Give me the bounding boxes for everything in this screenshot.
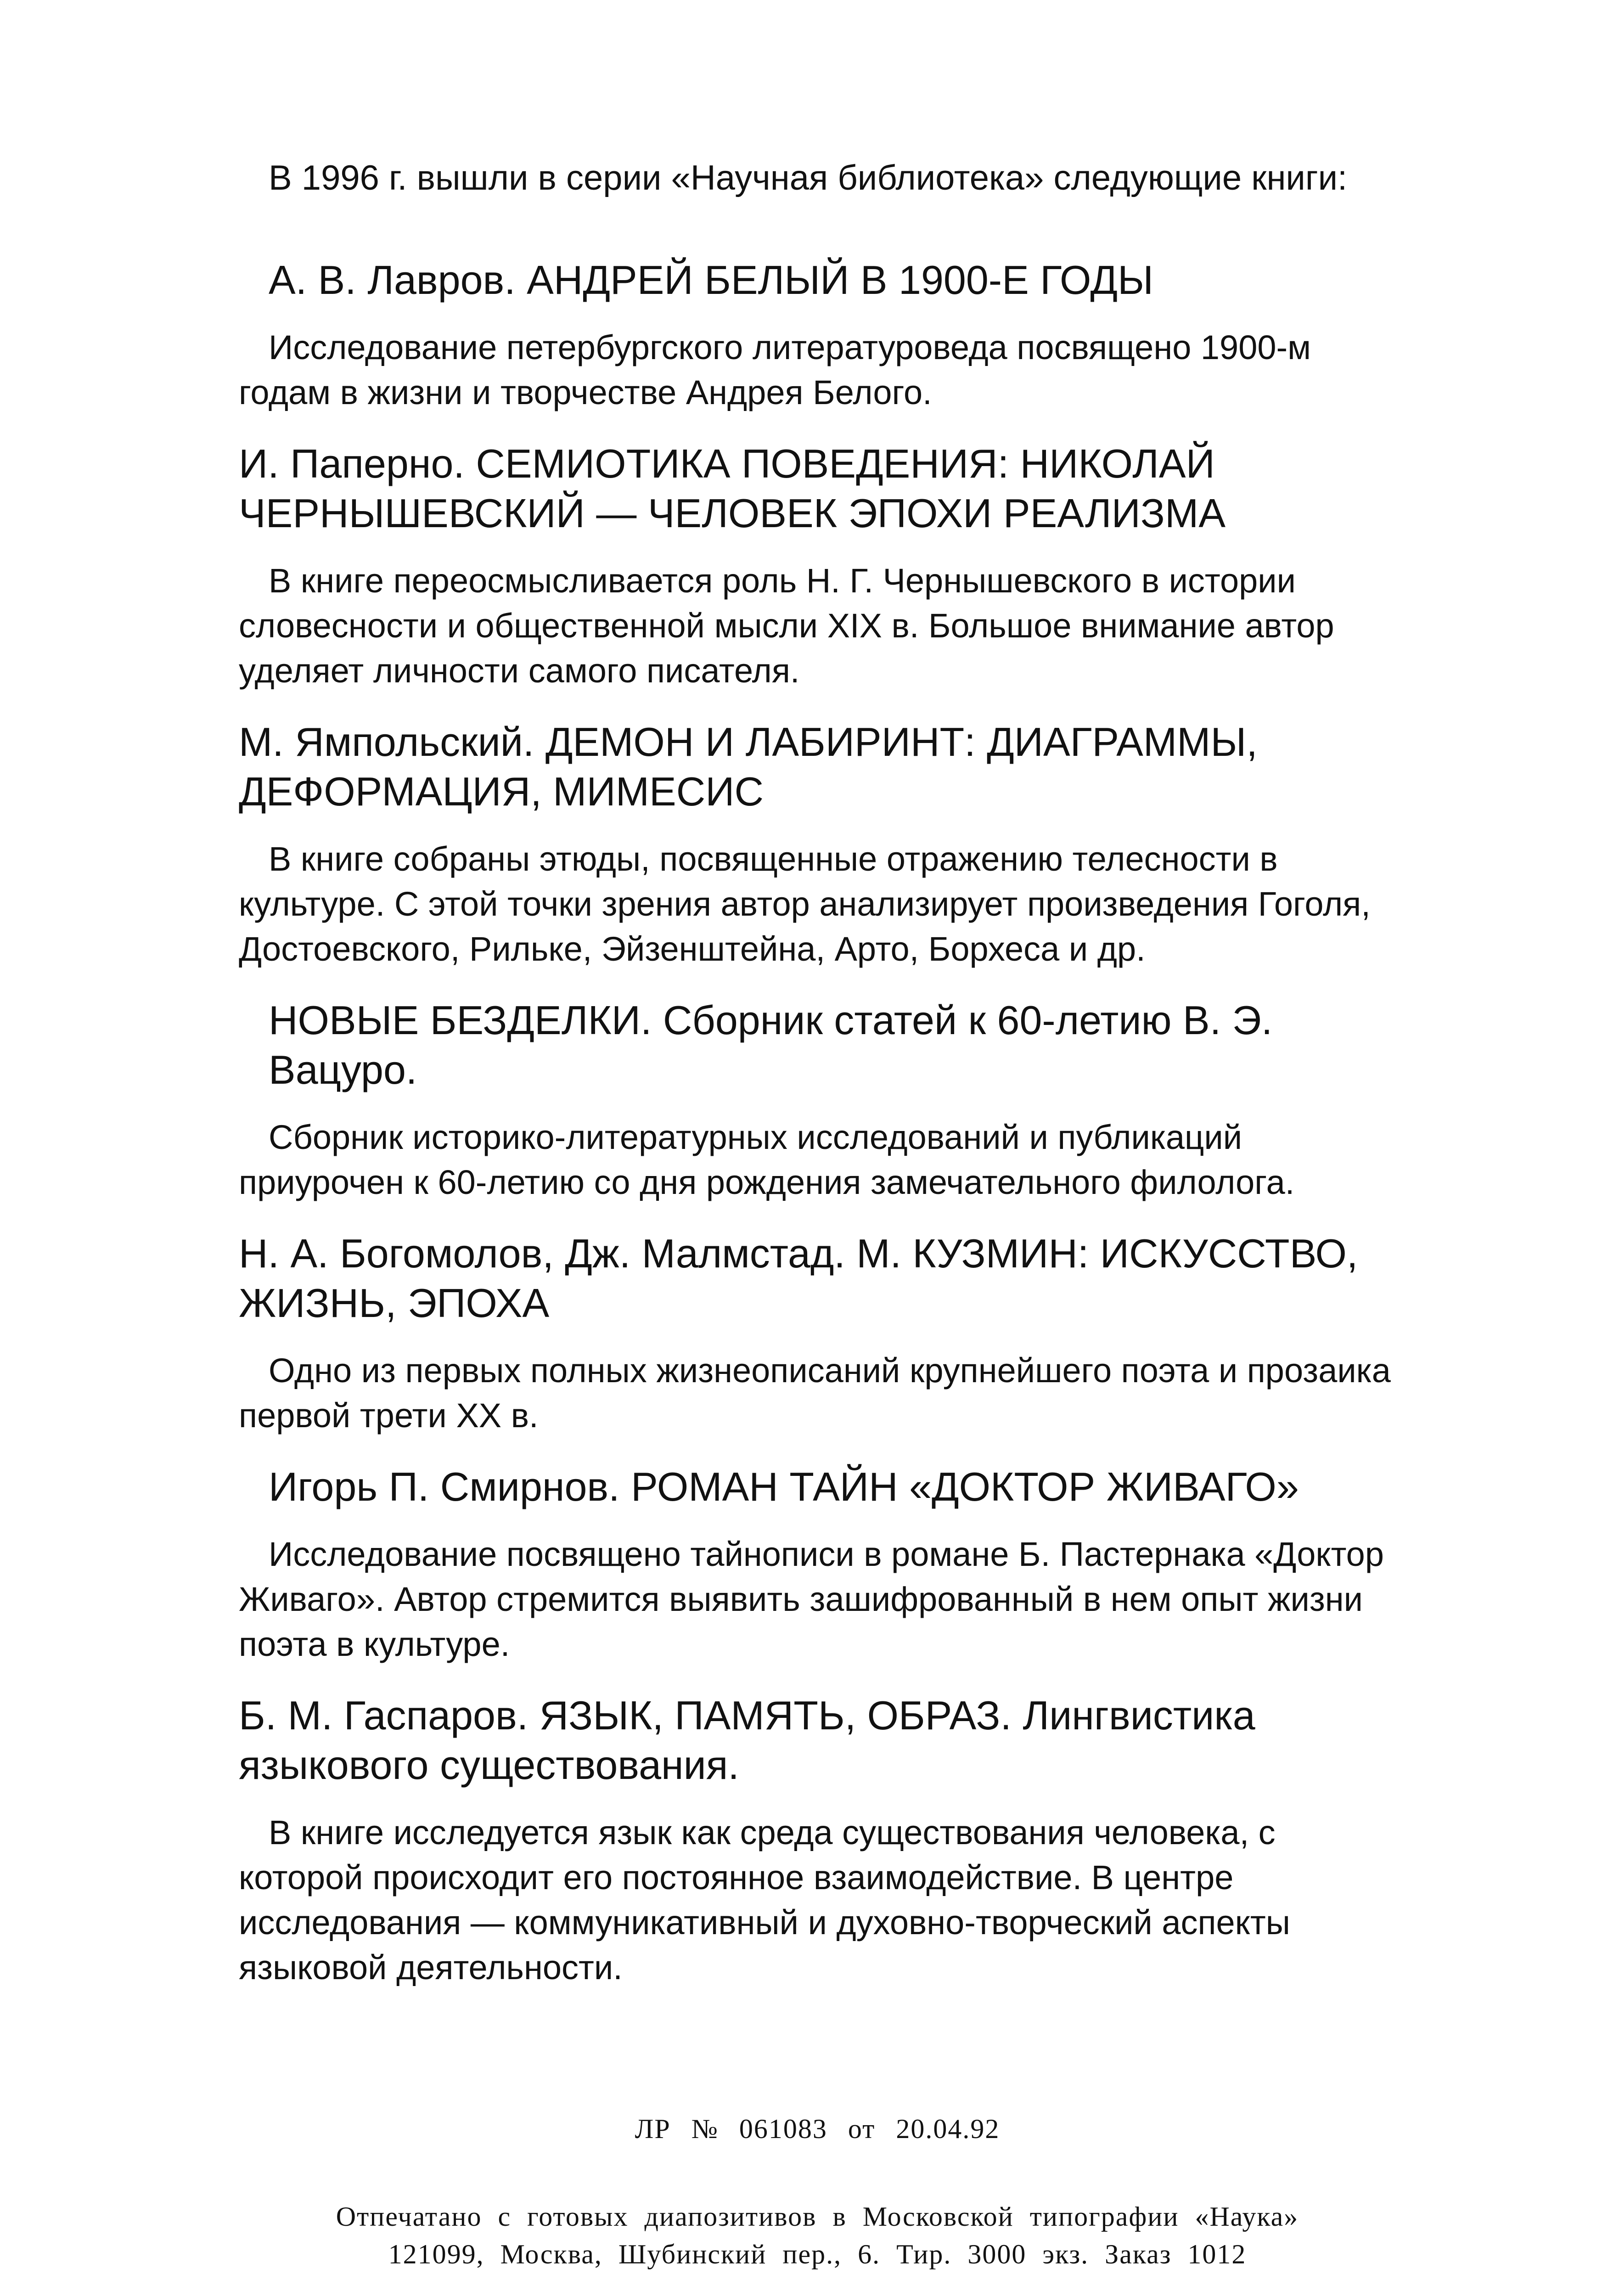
book-entry <box>239 1229 1396 1438</box>
book-entry <box>239 1462 1396 1667</box>
book-description: В книге собраны этюды, посвященные отражению телесности в культуре. С этой точки зрения автор анализирует произведения Гоголя, Достоевского, Рильке, Эйзенштейна, Арто, Борхеса и др. <box>239 840 1371 968</box>
book-title: И. Паперно. СЕМИОТИКА ПОВЕДЕНИЯ: НИКОЛАЙ ЧЕРНЫШЕВСКИЙ — ЧЕЛОВЕК ЭПОХИ РЕАЛИЗМА <box>239 441 1226 536</box>
book-title: Н. А. Богомолов, Дж. Малмстад. М. КУЗМИН: ИСКУССТВО, ЖИЗНЬ, ЭПОХА <box>239 1231 1358 1326</box>
imprint-line: Отпечатано с готовых диапозитивов в Московской типографии «Наука» <box>336 2201 1299 2232</box>
book-entry <box>239 1691 1396 1990</box>
book-title: Б. М. Гаспаров. ЯЗЫК, ПАМЯТЬ, ОБРАЗ. Лингвистика языкового существования. <box>239 1693 1255 1788</box>
book-description: Одно из первых полных жизнеописаний крупнейшего поэта и прозаика первой трети XX в. <box>239 1351 1391 1435</box>
imprint-line: 121099, Москва, Шубинский пер., 6. Тир. 3000 экз. Заказ 1012 <box>388 2239 1247 2269</box>
book-title: М. Ямпольский. ДЕМОН И ЛАБИРИНТ: ДИАГРАММЫ, ДЕФОРМАЦИЯ, МИМЕСИС <box>239 719 1258 814</box>
book-entry <box>239 717 1396 972</box>
book-entry <box>239 439 1396 693</box>
section-gap <box>239 2014 1396 2110</box>
page <box>239 156 1396 2273</box>
book-description: Исследование посвящено тайнописи в романе Б. Пастернака «Доктор Живаго». Автор стремится выявить зашифрованный в нем опыт жизни поэта в культуре. <box>239 1535 1384 1663</box>
book-entry <box>239 255 1396 415</box>
book-description: В книге исследуется язык как среда существования человека, с которой происходит его постоянное взаимодействие. В центре исследования — коммуникативный и духовно-творческий аспекты языковой деятельности. <box>239 1813 1290 1986</box>
book-title: Игорь П. Смирнов. РОМАН ТАЙН «ДОКТОР ЖИВАГО» <box>269 1464 1299 1509</box>
book-description: В книге переосмысливается роль Н. Г. Чернышевского в истории словесности и общественной мысли XIX в. Большое внимание автор уделяет личности самого писателя. <box>239 562 1334 690</box>
book-description: Исследование петербургского литературоведа посвящено 1900-м годам в жизни и творчестве Андрея Белого. <box>239 328 1311 411</box>
series-intro: В 1996 г. вышли в серии «Научная библиотека» следующие книги: <box>269 158 1348 197</box>
book-entry <box>239 996 1396 1205</box>
printing-imprint <box>239 2198 1396 2273</box>
book-description: Сборник историко-литературных исследований и публикаций приурочен к 60-летию со дня рождения замечательного филолога. <box>239 1118 1295 1201</box>
book-title: А. В. Лавров. АНДРЕЙ БЕЛЫЙ В 1900-Е ГОДЫ <box>269 257 1153 303</box>
book-title: НОВЫЕ БЕЗДЕЛКИ. Сборник статей к 60-летию В. Э. Вацуро. <box>269 997 1273 1092</box>
license-number: ЛР № 061083 от 20.04.92 <box>635 2114 1000 2144</box>
